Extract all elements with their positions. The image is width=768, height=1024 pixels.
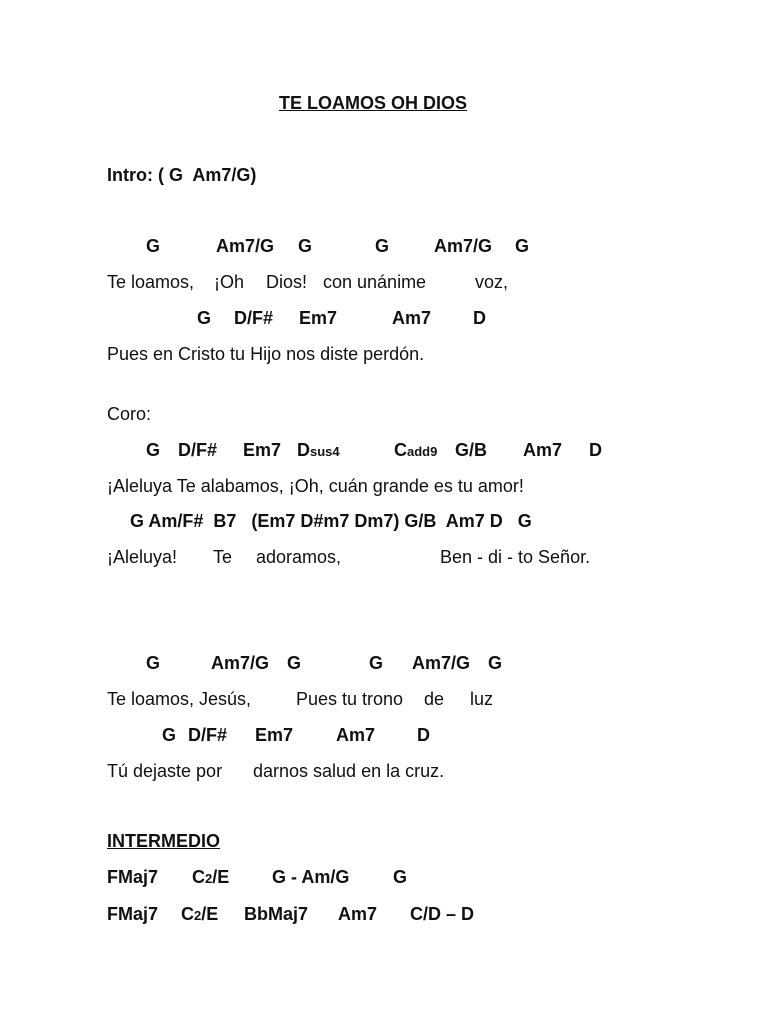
chord: Am7 [392, 308, 432, 328]
chord: G [162, 725, 177, 745]
chord-bass: /E [201, 904, 219, 924]
intro-line: Intro: ( G Am7/G) [107, 165, 257, 185]
chord: Am7/G [216, 236, 275, 256]
intermedio-heading: INTERMEDIO [107, 831, 221, 851]
chord-suffix: 2 [205, 871, 213, 886]
chord-bass: /E [212, 867, 230, 887]
chord: Am7/G [412, 653, 471, 673]
chord: Em7 [255, 725, 294, 745]
chord-c2e [192, 866, 229, 890]
chord: Am7 [336, 725, 376, 745]
chord: Em7 [299, 308, 338, 328]
lyric-fragment: Pues tu trono [296, 689, 404, 709]
chord-base: D [297, 440, 310, 460]
chord: G - Am/G [272, 867, 350, 887]
lyric-fragment: Ben - di - to Señor. [440, 547, 591, 567]
chord: Am7/G [211, 653, 270, 673]
chord: G [197, 308, 212, 328]
lyric-fragment: Tú dejaste por [107, 761, 223, 781]
chord-base: C [181, 904, 194, 924]
lyric-fragment: Dios! [266, 272, 308, 292]
lyric-fragment: Te loamos, [107, 272, 195, 292]
lyric-fragment: de [424, 689, 445, 709]
chord: D [589, 440, 602, 460]
chord: D [473, 308, 486, 328]
chord: D/F# [178, 440, 218, 460]
chord: D/F# [234, 308, 274, 328]
chord: BbMaj7 [244, 904, 309, 924]
chord: G [369, 653, 384, 673]
chord-suffix: 2 [194, 908, 202, 923]
lyric-fragment: luz [470, 689, 494, 709]
chord: G [146, 653, 161, 673]
lyric-fragment: Te loamos, Jesús, [107, 689, 252, 709]
chord-base: C [192, 867, 205, 887]
chord: G [515, 236, 530, 256]
chord: FMaj7 [107, 904, 159, 924]
chord: Am7 [523, 440, 563, 460]
lyric-fragment: voz, [475, 272, 509, 292]
chord: FMaj7 [107, 867, 159, 887]
chord: D [417, 725, 430, 745]
chord: G [375, 236, 390, 256]
chord: G [287, 653, 302, 673]
chorus-lyric-line: ¡Aleluya Te alabamos, ¡Oh, cuán grande es tu amor! [107, 476, 524, 496]
chorus-chord-line-2: G Am/F# B7 (Em7 D#m7 Dm7) G/B Am7 D G [130, 511, 532, 531]
chord: G [298, 236, 313, 256]
lyric-fragment: Te [213, 547, 233, 567]
chord: G/B [455, 440, 488, 460]
chord: G [488, 653, 503, 673]
chord: Am7 [338, 904, 378, 924]
chord: D/F# [188, 725, 228, 745]
lyric-fragment: darnos salud en la cruz. [253, 761, 445, 781]
chord-c2e [181, 903, 218, 927]
chord-base: C [394, 440, 407, 460]
lyric-fragment: ¡Aleluya! [107, 547, 178, 567]
chord: G [146, 440, 161, 460]
chord: G [146, 236, 161, 256]
lyric-fragment: ¡Oh [214, 272, 245, 292]
chord: Am7/G [434, 236, 493, 256]
chorus-label: Coro: [107, 404, 152, 424]
lyric-fragment: con unánime [323, 272, 427, 292]
chord-cadd9 [394, 439, 437, 463]
chord-suffix: sus4 [310, 444, 340, 459]
verse1-lyric-line-2: Pues en Cristo tu Hijo nos diste perdón. [107, 344, 425, 364]
chord-suffix: add9 [407, 444, 438, 459]
lyric-fragment: adoramos, [256, 547, 342, 567]
chord: C/D – D [410, 904, 475, 924]
chord: G [393, 867, 408, 887]
song-title: TE LOAMOS OH DIOS [279, 93, 468, 113]
chord-dsus4 [297, 439, 340, 463]
chord: Em7 [243, 440, 282, 460]
